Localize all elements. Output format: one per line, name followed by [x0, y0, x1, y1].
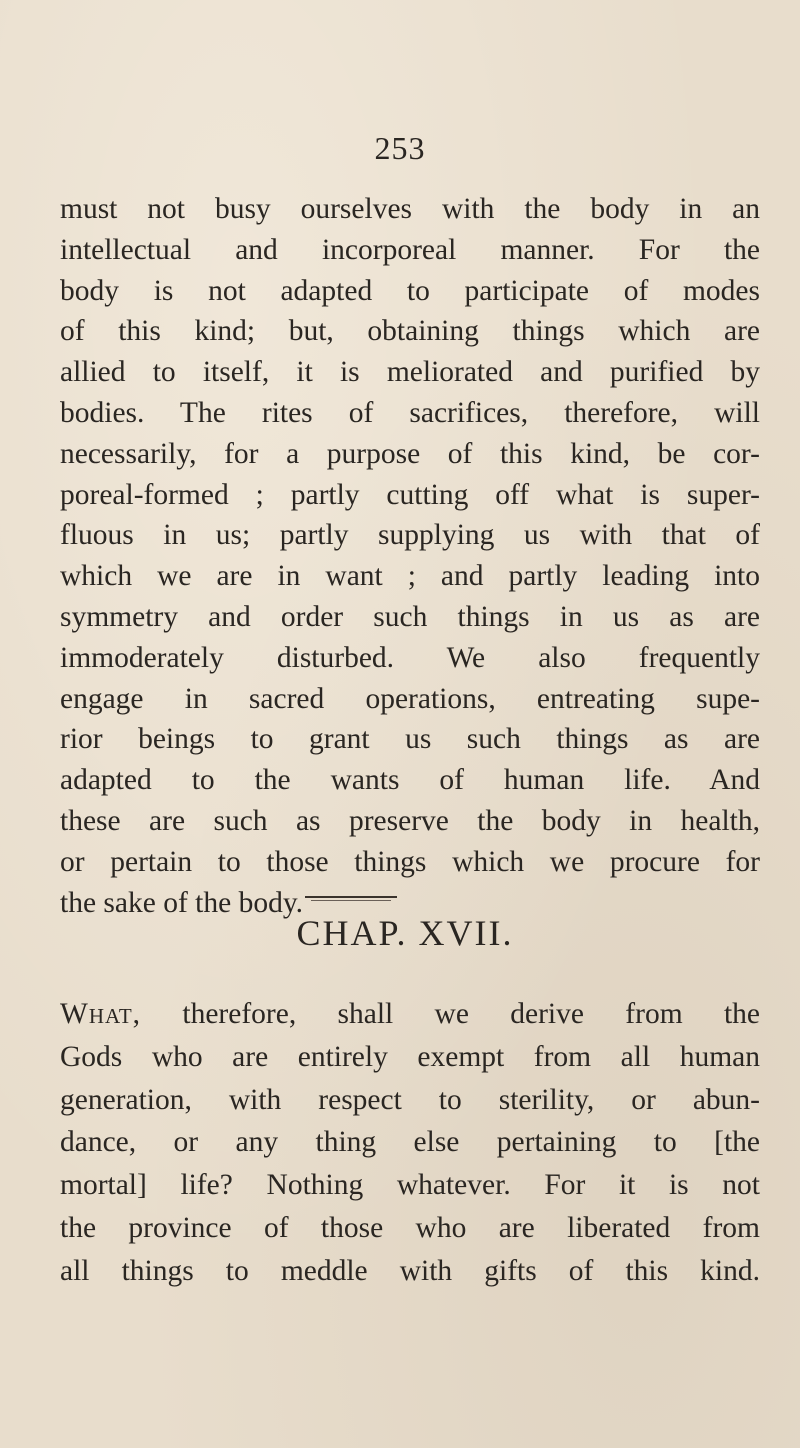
text-line: intellectual and incorporeal manner. For the — [60, 233, 760, 266]
text-line: must not busy ourselves with the body in an — [60, 193, 760, 225]
text-line: adapted to the wants of human life. And — [60, 764, 760, 797]
text-line: body is not adapted to participate of modes — [60, 274, 760, 307]
text-line: Gods who are entirely exempt from all human — [60, 1040, 760, 1073]
section-divider-rule — [305, 896, 397, 898]
paragraph-1 — [60, 189, 760, 923]
text-line: generation, with respect to sterility, or abun- — [60, 1083, 760, 1116]
text-line: which we are in want ; and partly leading into — [60, 560, 760, 593]
paragraph-2 — [60, 993, 760, 1293]
text-line: fluous in us; partly supplying us with that of — [60, 519, 760, 552]
text-line: rior beings to grant us such things as are — [60, 723, 760, 756]
text-line: bodies. The rites of sacrifices, therefore, will — [60, 396, 760, 429]
chapter-heading: CHAP. XVII. — [296, 913, 514, 953]
text-line: all things to meddle with gifts of this kind. — [60, 1254, 760, 1287]
text-line: the sake of the body. — [60, 886, 304, 919]
text-line: allied to itself, it is meliorated and purified by — [60, 356, 760, 389]
text-line: immoderately disturbed. We also frequently — [60, 641, 760, 674]
page-number: 253 — [374, 130, 426, 166]
text-line: engage in sacred operations, entreating supe- — [60, 682, 760, 715]
text-line: dance, or any thing else pertaining to [the — [60, 1126, 760, 1159]
text-line: these are such as preserve the body in health, — [60, 804, 760, 837]
text-line: symmetry and order such things in us as are — [60, 600, 760, 633]
text-line: or pertain to those things which we procure for — [60, 845, 760, 878]
text-line: mortal] life? Nothing whatever. For it is not — [60, 1169, 760, 1202]
text-line: of this kind; but, obtaining things which are — [60, 315, 760, 348]
text-line: the province of those who are liberated from — [60, 1211, 760, 1244]
first-line-rest: therefore, shall we derive from the — [141, 998, 760, 1030]
lead-word: What, — [60, 998, 142, 1030]
text-line: necessarily, for a purpose of this kind, be cor- — [60, 437, 760, 470]
text-line-first — [60, 993, 760, 1036]
text-line: poreal-formed ; partly cutting off what is super- — [60, 478, 760, 511]
